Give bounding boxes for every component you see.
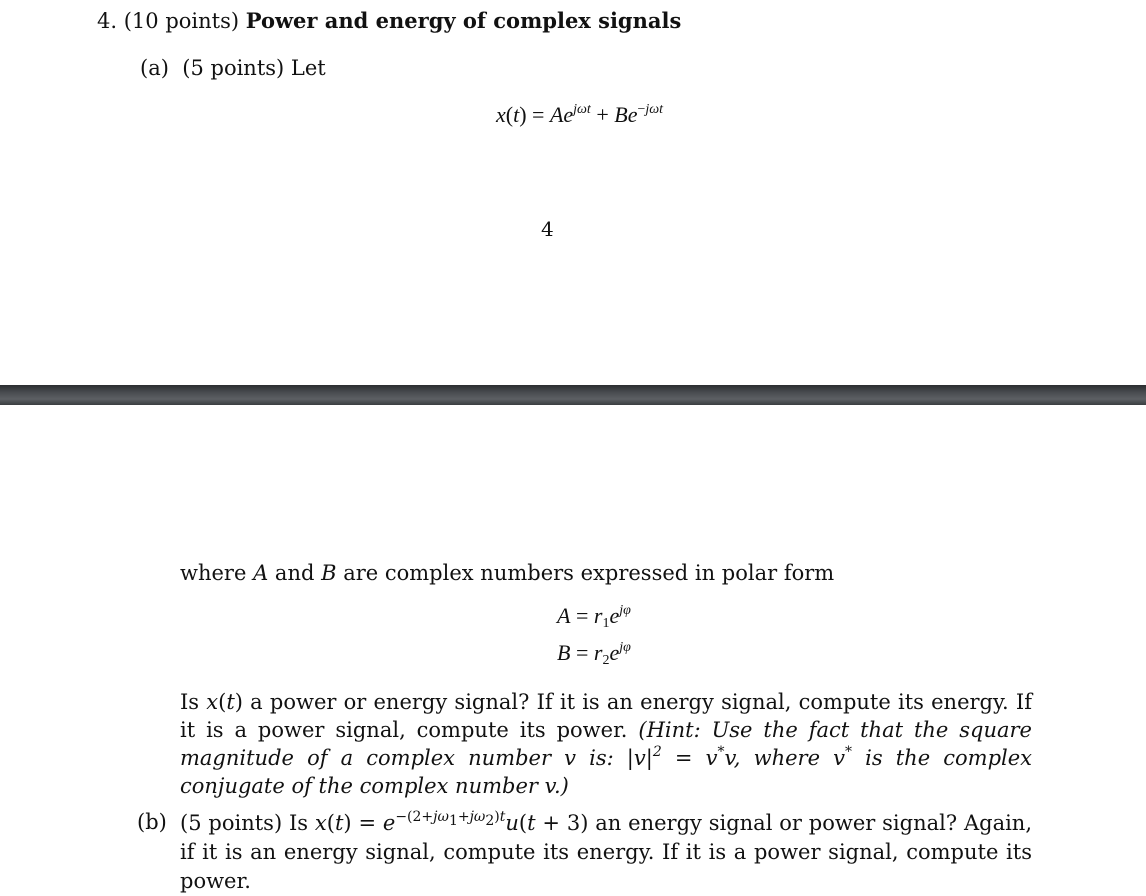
where-text: where A and B are complex numbers expressed in polar form <box>180 561 835 585</box>
part-b-points: (5 points) <box>180 811 283 835</box>
question-heading <box>97 8 681 33</box>
equation-B: $B = r_2e^{j\varphi}$ <box>557 640 631 668</box>
part-a-hint: (Hint: Use the fact that the square magnitude of a complex number v is: $|v|^2 = v^*v$, where v* is the complex conjugate of the complex number v.) <box>180 718 1032 798</box>
equation-x-of-t: $x(t) = Ae^{j\omega t} + Be^{-j\omega t}$ <box>496 102 664 127</box>
page-divider <box>0 385 1146 405</box>
question-number: 4. <box>97 9 118 33</box>
part-a-question: Is x(t) a power or energy signal? If it is an energy signal, compute its energy. If it is a power signal, compute its power. (Hint: Use the fact that the square magnitude of a complex number v is: $|v|^2 = v^*v$, where v* is the complex conjugate of the complex number v.) <box>180 690 1033 798</box>
equation-A: $A = r_1e^{j\varphi}$ <box>557 603 631 631</box>
part-a-label: (a) <box>140 56 169 80</box>
part-b-label: (b) <box>137 810 167 834</box>
part-a-intro: Let <box>290 56 326 80</box>
part-b-question: (5 points) Is $x(t) = e^{-(2+j\omega_1+j\omega_2)t}u(t + 3)$ an energy signal or power signal? Again, if it is an energy signal, compute its energy. If it is a power signal, compute its power. <box>180 809 1032 893</box>
page-number: 4 <box>541 217 554 241</box>
part-a-points: (5 points) <box>182 56 285 80</box>
part-a-heading <box>140 56 326 80</box>
question-title: Power and energy of complex signals <box>245 8 682 33</box>
question-points: (10 points) <box>123 9 240 33</box>
